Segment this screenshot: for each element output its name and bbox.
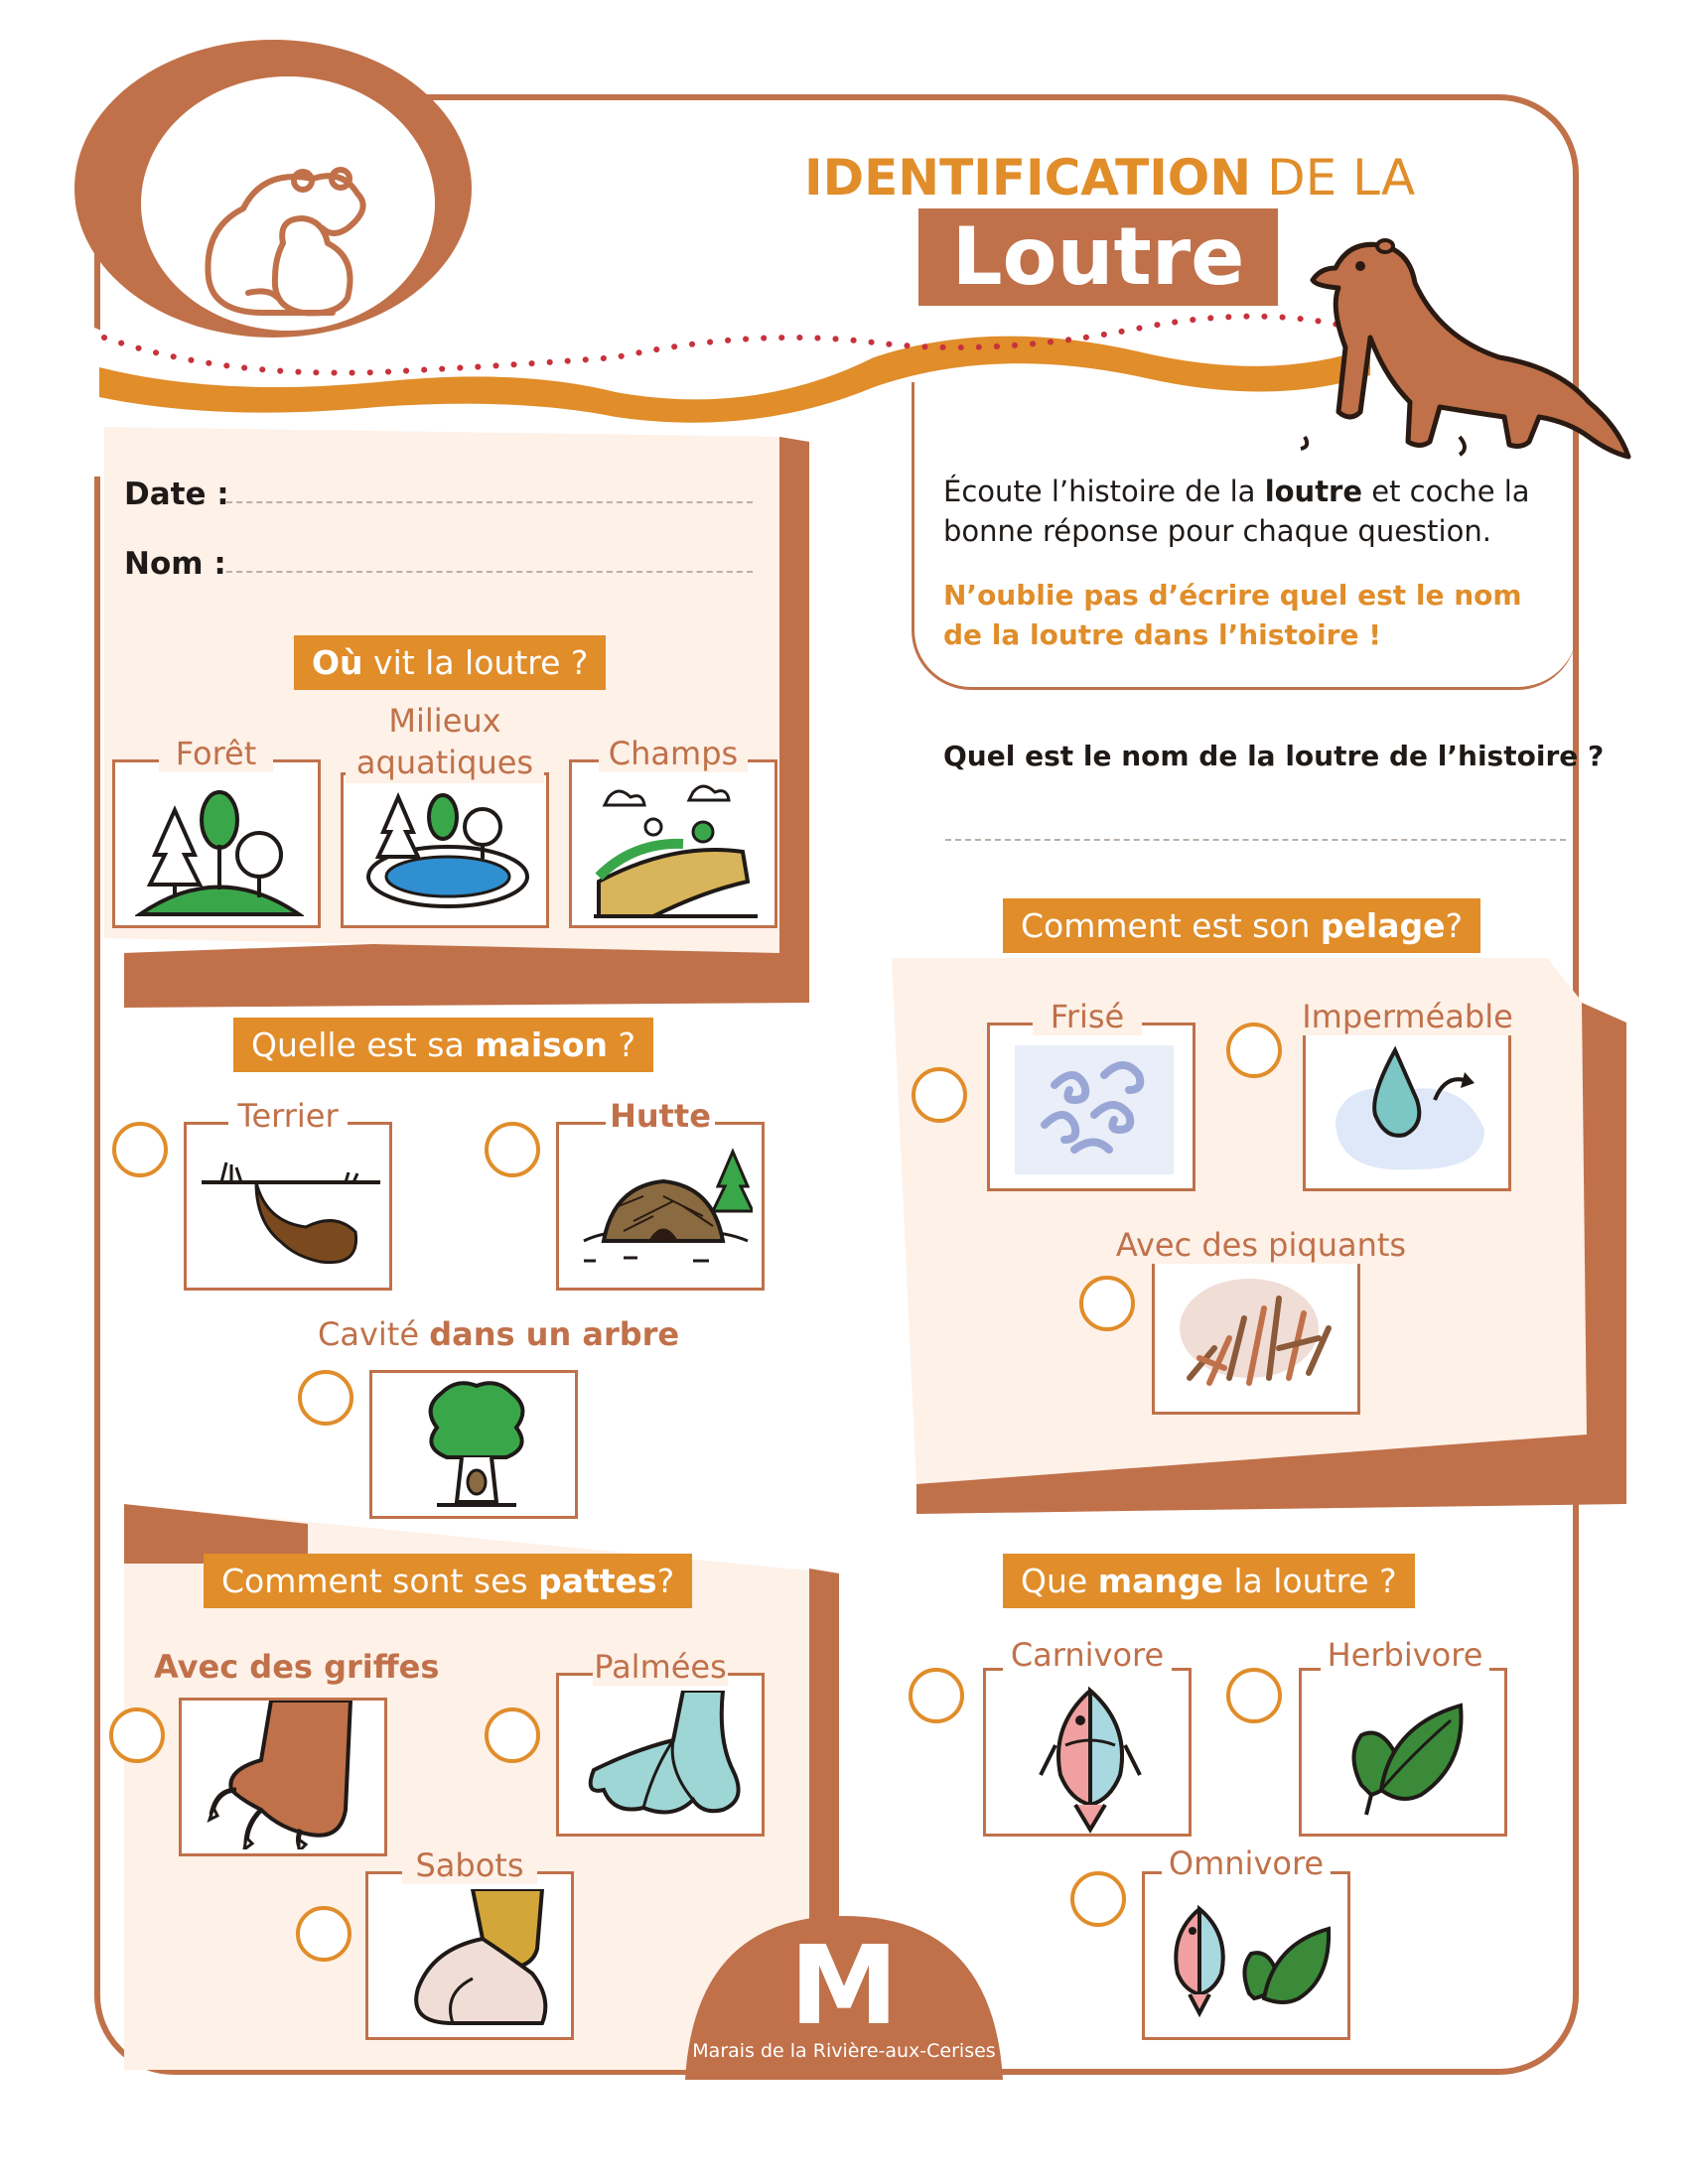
fur-option-quills-label: Avec des piquants [1107, 1226, 1415, 1264]
diet-option-herbivore-label: Herbivore [1321, 1636, 1489, 1674]
claw-paw-icon [202, 1701, 370, 1849]
paws-option-hooves-label: Sabots [402, 1846, 537, 1884]
date-label: Date : [124, 477, 229, 512]
footer-org-name: Marais de la Rivière-aux-Cerises [692, 2040, 996, 2062]
tree-cavity-icon [417, 1378, 536, 1512]
page-title [804, 149, 1420, 206]
instructions-reminder: N’oublie pas d’écrire quel est le nom de la loutre dans l’histoire ! [943, 579, 1522, 651]
logo-icon [779, 1922, 909, 2049]
fish-leaf-icon [1160, 1899, 1338, 2028]
fur-question-pre: Comment est son [1021, 906, 1311, 945]
name-question: Quel est le nom de la loutre de l’histoire ? [943, 740, 1605, 772]
leaf-icon [1341, 1696, 1471, 1825]
house-option-hut-checkbox[interactable] [485, 1122, 540, 1177]
diet-option-herbivore-checkbox[interactable] [1226, 1668, 1282, 1723]
fur-option-waterproof-checkbox[interactable] [1226, 1023, 1282, 1078]
paws-option-webbed-checkbox[interactable] [485, 1707, 540, 1763]
paws-option-webbed-label: Palmées [594, 1648, 727, 1686]
hut-icon [574, 1147, 753, 1276]
fur-option-waterproof-label: Imperméable [1291, 998, 1524, 1035]
fur-question-bold: pelage [1320, 906, 1446, 945]
date-field[interactable] [226, 501, 753, 503]
diet-question-bold: mange [1097, 1562, 1223, 1600]
fur-option-curly-label: Frisé [1033, 998, 1142, 1035]
paws-option-claws-label: Avec des griffes [154, 1648, 440, 1686]
paws-option-webbed[interactable] [556, 1673, 765, 1837]
habitat-option-forest-label: Forêt [159, 735, 273, 772]
fish-icon [1036, 1686, 1145, 1835]
diet-question-pre: Que [1021, 1562, 1088, 1600]
paws-option-claws-checkbox[interactable] [109, 1707, 165, 1763]
habitat-question [294, 635, 606, 690]
quills-icon [1170, 1269, 1348, 1408]
title-light: DE LA [1267, 149, 1416, 206]
fields-icon [594, 782, 763, 921]
paws-question [204, 1554, 692, 1608]
title-loutre-box [918, 208, 1278, 306]
fur-question-post: ? [1445, 906, 1464, 945]
house-option-tree-label-1: Cavité [318, 1315, 420, 1353]
title-loutre: Loutre [951, 210, 1245, 303]
house-option-tree-label [318, 1315, 680, 1353]
webbed-foot-icon [574, 1691, 753, 1830]
diet-option-carnivore[interactable] [983, 1668, 1192, 1837]
fur-option-curly[interactable] [987, 1023, 1196, 1191]
fur-option-curly-checkbox[interactable] [912, 1067, 967, 1123]
forest-icon [135, 780, 304, 919]
logo-letter: M [789, 1922, 899, 2049]
diet-option-omnivore-label: Omnivore [1162, 1844, 1331, 1882]
paws-question-post: ? [656, 1562, 675, 1600]
habitat-option-fields-label: Champs [599, 735, 748, 772]
fur-option-quills-checkbox[interactable] [1079, 1276, 1135, 1331]
diet-question [1003, 1554, 1415, 1608]
curly-fur-icon [1015, 1045, 1174, 1174]
habitat-question-bold: Où [312, 643, 363, 682]
diet-option-omnivore-checkbox[interactable] [1070, 1871, 1126, 1927]
house-option-hut[interactable] [556, 1122, 765, 1291]
pond-icon [363, 787, 532, 916]
fur-option-waterproof[interactable] [1303, 1023, 1511, 1191]
title-bold: IDENTIFICATION [804, 149, 1252, 206]
house-option-burrow-checkbox[interactable] [112, 1122, 168, 1177]
house-option-tree-label-2: dans un arbre [429, 1315, 680, 1353]
house-question [233, 1018, 653, 1072]
name-field[interactable] [226, 571, 753, 573]
house-option-tree[interactable] [369, 1370, 578, 1519]
habitat-option-water-label [346, 700, 544, 783]
paws-question-pre: Comment sont ses [221, 1562, 528, 1600]
hoof-icon [393, 1889, 562, 2033]
habitat-question-rest: vit la loutre ? [373, 643, 589, 682]
house-option-hut-label: Hutte [606, 1097, 715, 1135]
diet-option-omnivore[interactable] [1142, 1871, 1350, 2040]
water-drop-icon [1326, 1040, 1494, 1179]
burrow-icon [197, 1153, 385, 1272]
paws-option-hooves[interactable] [365, 1871, 574, 2040]
name-label: Nom : [124, 546, 226, 582]
instructions-part-3: et coche la bonne réponse pour chaque question. [943, 475, 1530, 548]
fur-question [1003, 898, 1480, 953]
house-option-burrow[interactable] [184, 1122, 392, 1291]
house-option-burrow-label: Terrier [228, 1097, 348, 1135]
diet-option-carnivore-label: Carnivore [1003, 1636, 1172, 1674]
bear-icon [184, 149, 392, 328]
habitat-option-fields[interactable] [569, 759, 777, 928]
house-question-bold: maison [475, 1025, 608, 1064]
instructions-part-1: Écoute l’histoire de la [943, 475, 1265, 508]
otter-name-field[interactable] [945, 839, 1566, 841]
paws-option-hooves-checkbox[interactable] [296, 1906, 352, 1962]
diet-option-herbivore[interactable] [1299, 1668, 1507, 1837]
diet-option-carnivore-checkbox[interactable] [909, 1668, 964, 1723]
instructions-text [943, 472, 1539, 551]
paws-question-bold: pattes [538, 1562, 657, 1600]
house-question-post: ? [618, 1025, 635, 1064]
house-question-pre: Quelle est sa [251, 1025, 465, 1064]
instructions-part-2: loutre [1264, 475, 1363, 508]
diet-question-post: la loutre ? [1233, 1562, 1397, 1600]
habitat-option-forest[interactable] [112, 759, 321, 928]
paws-option-claws[interactable] [179, 1698, 387, 1856]
house-option-tree-checkbox[interactable] [298, 1370, 353, 1426]
habitat-option-water-text: Milieux aquatiques [355, 702, 534, 781]
fur-option-quills[interactable] [1152, 1256, 1360, 1415]
habitat-option-water[interactable] [341, 772, 549, 928]
